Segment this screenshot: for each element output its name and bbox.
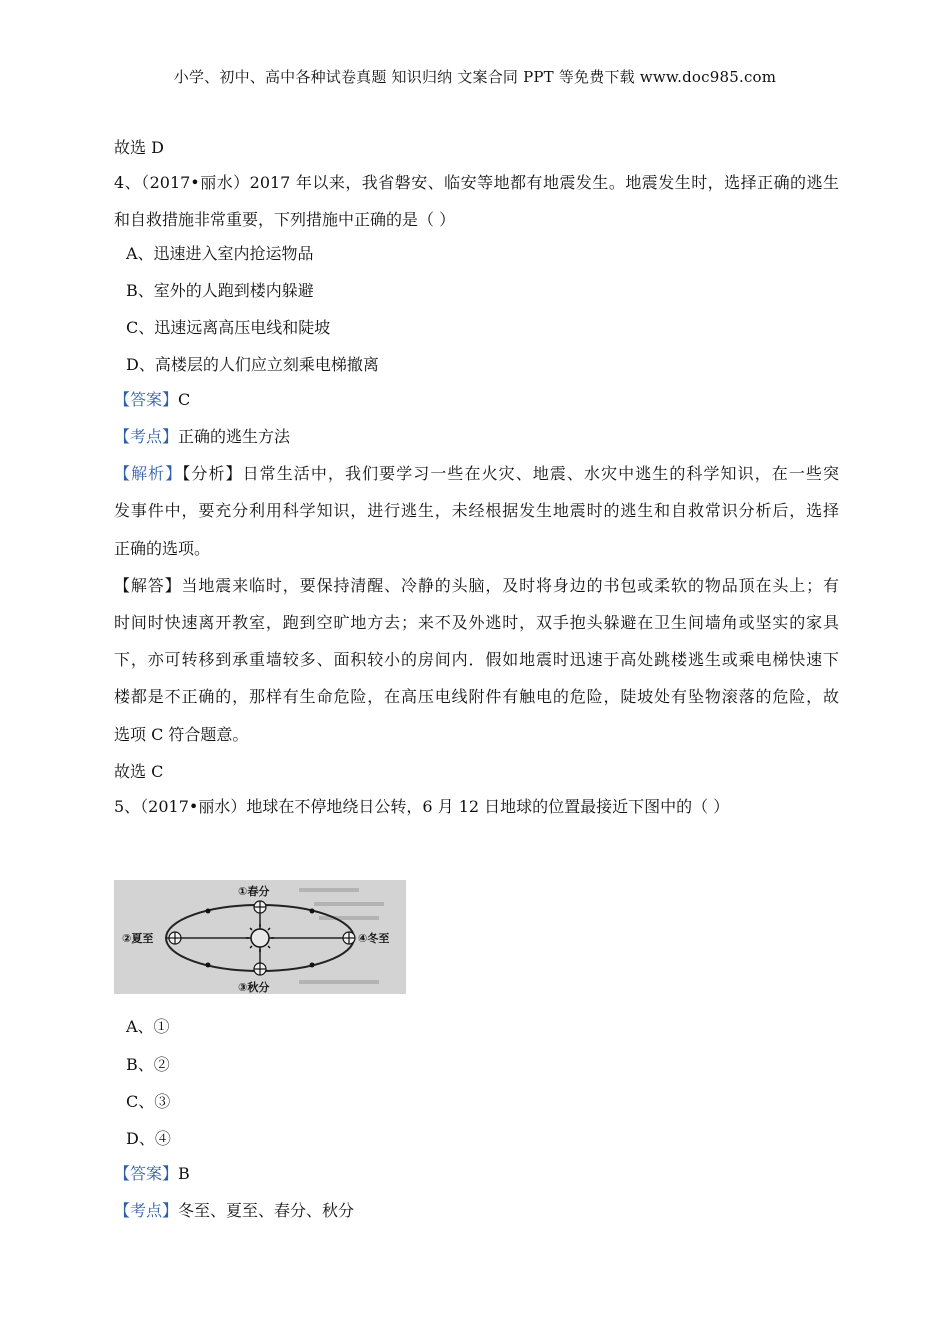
point-tag: 【考点】 (114, 427, 179, 446)
answer-value: C (178, 390, 191, 409)
q5-answer (114, 1163, 190, 1185)
point-value: 冬至、夏至、春分、秋分 (178, 1201, 355, 1220)
answer-tag: 【答案】 (114, 390, 179, 409)
q4-stem-line1: 4、（2017•丽水）2017 年以来，我省磐安、临安等地都有地震发生。地震发生时，选择正确的逃生 (114, 173, 839, 192)
q4-analysis-line2: 发事件中，要充分利用科学知识，进行逃生，未经根据发生地震时的逃生和自救常识分析后，选择 (114, 501, 839, 520)
q5-stem: 5、（2017•丽水）地球在不停地绕日公转，6 月 12 日地球的位置最接近下图中的（ ） (114, 797, 730, 816)
q4-solution-line2: 时间时快速离开教室，跑到空旷地方去；来不及外逃时，双手抱头躲避在卫生间墙角或坚实的家具 (114, 613, 839, 632)
analysis-tag: 【解析】 (114, 464, 183, 483)
q4-option-b: B、室外的人跑到楼内躲避 (126, 281, 314, 300)
answer-value: B (178, 1164, 190, 1183)
q5-point (114, 1200, 354, 1222)
q4-solution-line1: 【解答】当地震来临时，要保持清醒、冷静的头脑，及时将身边的书包或柔软的物品顶在头上；有 (114, 576, 839, 595)
q5-option-d: D、④ (126, 1129, 171, 1148)
label-summer: ②夏至 (122, 932, 154, 945)
point-value: 正确的逃生方法 (178, 427, 291, 446)
q5-option-a: A、① (126, 1017, 170, 1036)
q4-solution-line5: 选项 C 符合题意。 (114, 725, 249, 744)
point-tag: 【考点】 (114, 1201, 179, 1220)
orbit-diagram (114, 880, 406, 994)
orbit-diagram-svg (114, 880, 406, 994)
label-winter: ④冬至 (358, 932, 390, 945)
q4-solution-line4: 楼都是不正确的，那样有生命危险，在高压电线附件有触电的危险，陡坡处有坠物滚落的危险，故 (114, 687, 839, 706)
label-spring: ①春分 (238, 885, 270, 898)
q5-option-b: B、② (126, 1055, 170, 1074)
label-autumn: ③秋分 (238, 981, 270, 994)
analysis-text: 【分析】日常生活中，我们要学习一些在火灾、地震、水灾中逃生的科学知识，在一些突 (182, 464, 839, 483)
q4-point (114, 426, 290, 448)
q4-option-c: C、迅速远离高压电线和陡坡 (126, 318, 331, 337)
q5-option-c: C、③ (126, 1092, 171, 1111)
q4-stem-line2: 和自救措施非常重要，下列措施中正确的是（ ） (114, 210, 456, 229)
q4-analysis-line3: 正确的选项。 (114, 539, 211, 558)
q4-analysis-line1 (114, 463, 839, 485)
q4-solution-line3: 下，亦可转移到承重墙较多、面积较小的房间内．假如地震时迅速于高处跳楼逃生或乘电梯快速下 (114, 650, 839, 669)
page-header: 小学、初中、高中各种试卷真题 知识归纳 文案合同 PPT 等免费下载 www.doc985.com (173, 68, 777, 86)
q4-option-d: D、高楼层的人们应立刻乘电梯撤离 (126, 355, 379, 374)
q4-conclusion: 故选 C (114, 762, 164, 781)
q4-option-a: A、迅速进入室内抢运物品 (126, 244, 314, 263)
q4-answer (114, 389, 190, 411)
answer-tag: 【答案】 (114, 1164, 179, 1183)
prev-conclusion: 故选 D (114, 138, 164, 157)
